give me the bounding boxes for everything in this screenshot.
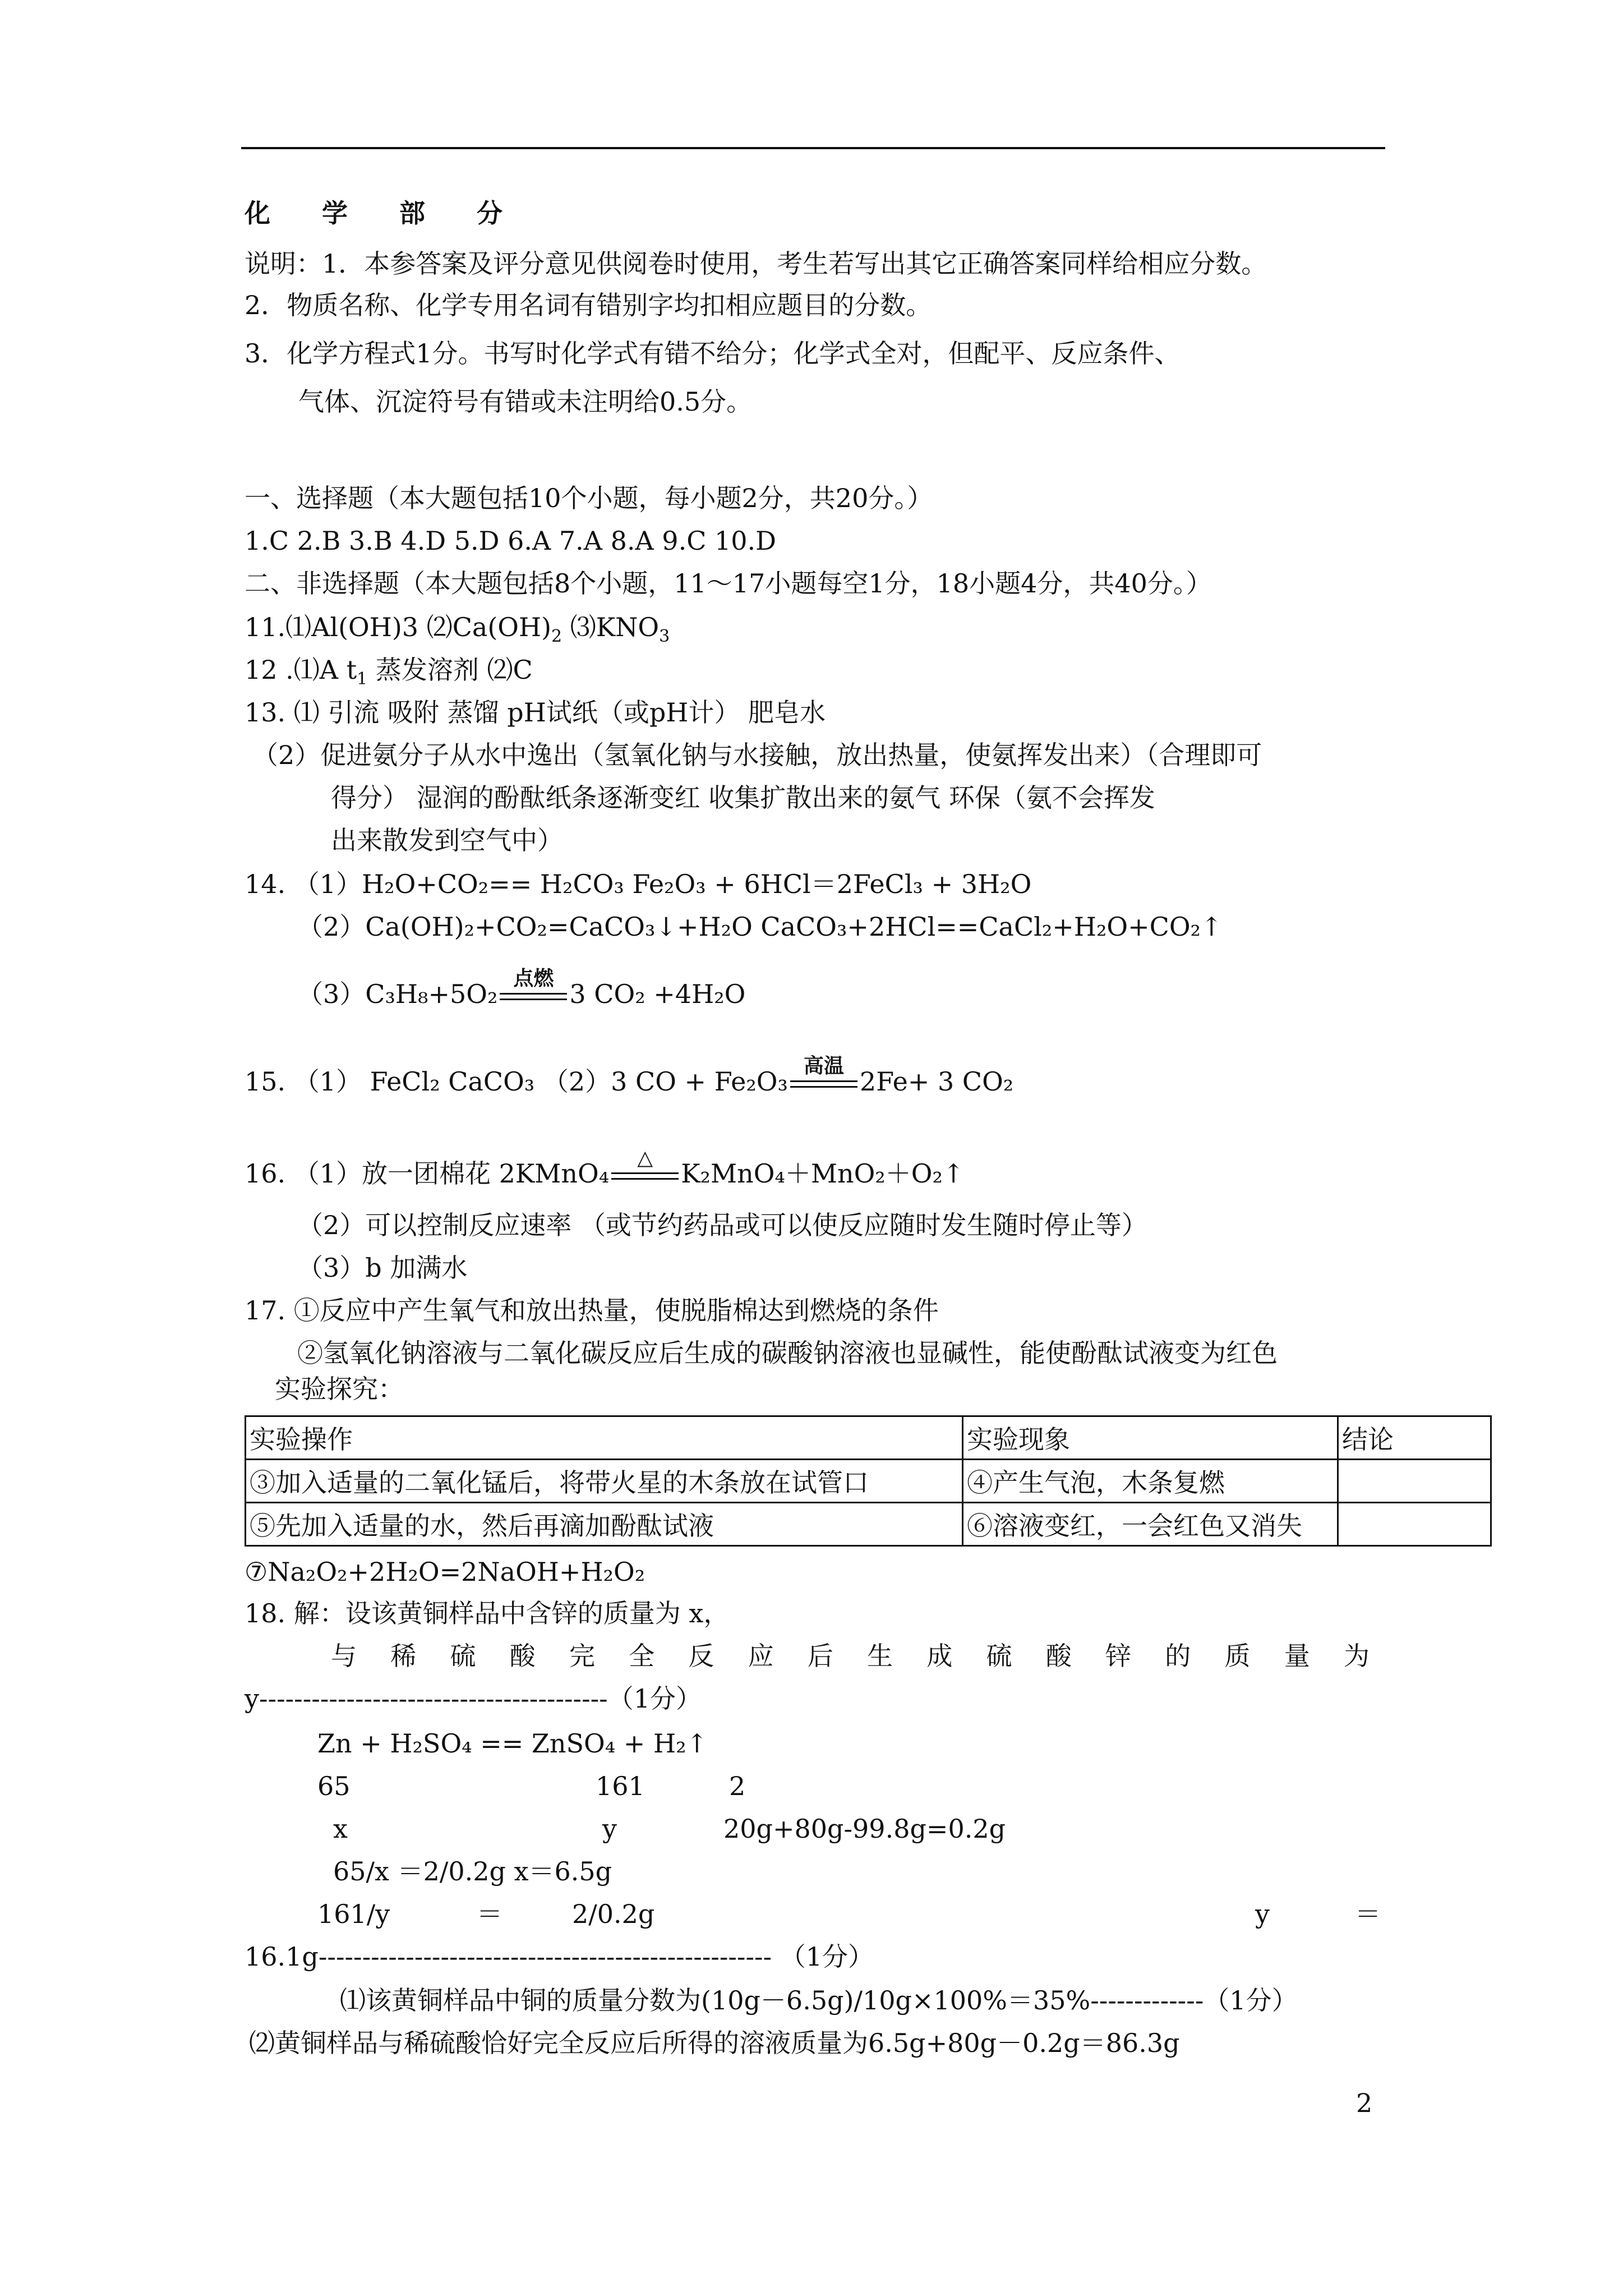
q15-line bbox=[245, 1054, 1014, 1098]
q13-line-1: 13. ⑴ 引流 吸附 蒸馏 pH试纸（或pH计） 肥皂水 bbox=[245, 697, 826, 728]
q17-line-1: 17. ①反应中产生氧气和放出热量，使脱脂棉达到燃烧的条件 bbox=[245, 1295, 939, 1326]
note-2: 2．物质名称、化学专用名词有错别字均扣相应题目的分数。 bbox=[245, 290, 932, 320]
table-cell: ⑤先加入适量的水，然后再滴加酚酞试液 bbox=[246, 1503, 963, 1546]
condition-label-heat: △ bbox=[637, 1146, 653, 1170]
q14-line-2: （2）Ca(OH)₂+CO₂=CaCO₃↓+H₂O CaCO₃+2HCl==CaCl₂+H₂O+CO₂↑ bbox=[297, 912, 1223, 942]
table-row bbox=[246, 1503, 1491, 1546]
q14-eq3-right: 3 CO₂ +4H₂O bbox=[569, 979, 746, 1009]
q18-line-3: y----------------------------------------（1分） bbox=[245, 1683, 702, 1714]
q18-znso4-mass: 161 bbox=[596, 1771, 645, 1801]
q15-right: 2Fe+ 3 CO₂ bbox=[859, 1066, 1014, 1097]
q16-line-2: （2）可以控制反应速率 （或节约药品或可以使反应随时发生随时停止等） bbox=[297, 1210, 1147, 1240]
q18-h2-mass: 2 bbox=[729, 1771, 746, 1801]
table-cell: ⑥溶液变红，一会红色又消失 bbox=[963, 1503, 1338, 1546]
q17-line-3: 实验探究： bbox=[275, 1374, 404, 1404]
experiment-table bbox=[245, 1415, 1492, 1547]
reaction-condition-mark bbox=[500, 967, 567, 1007]
q18-x: x bbox=[333, 1814, 348, 1844]
q16-line-3: （3）b 加满水 bbox=[297, 1253, 468, 1283]
table-cell bbox=[1338, 1460, 1491, 1503]
table-cell: ③加入适量的二氧化锰后，将带火星的木条放在试管口 bbox=[246, 1460, 963, 1503]
q14-eq3-left: （3）C₃H₈+5O₂ bbox=[297, 979, 498, 1009]
q13-line-4: 出来散发到空气中） bbox=[331, 825, 563, 855]
q12-pre: 12 .⑴A t bbox=[245, 655, 357, 685]
q18-ratio-y-right: 2/0.2g bbox=[572, 1899, 655, 1929]
header-rule bbox=[241, 147, 1385, 149]
q15-left: 15. （1） FeCl₂ CaCO₃ （2）3 CO + Fe₂O₃ bbox=[245, 1066, 788, 1097]
reaction-condition-mark bbox=[611, 1146, 679, 1187]
section2-heading: 二、非选择题（本大题包括8个小题，11～17小题每空1分，18小题4分，共40分。） bbox=[245, 568, 1212, 599]
q18-ratio-y-eq: ＝ bbox=[477, 1899, 502, 1929]
q11-sub2: 3 bbox=[659, 627, 670, 646]
table-header-row bbox=[246, 1416, 1491, 1460]
table-header-cell: 实验操作 bbox=[246, 1416, 963, 1460]
q11-mid: ⑶KNO bbox=[562, 612, 660, 642]
table-cell bbox=[1338, 1503, 1491, 1546]
q16-left: 16. （1）放一团棉花 2KMnO₄ bbox=[245, 1158, 610, 1189]
q17-line-2: ②氢氧化钠溶液与二氧化碳反应后生成的碳酸钠溶液也显碱性，能使酚酞试液变为红色 bbox=[297, 1338, 1278, 1368]
page-number: 2 bbox=[1356, 2088, 1373, 2118]
section1-heading: 一、选择题（本大题包括10个小题，每小题2分，共20分。） bbox=[245, 483, 933, 513]
q12-sub1: 1 bbox=[357, 669, 368, 689]
q18-y: y bbox=[602, 1814, 617, 1844]
q16-right: K₂MnO₄＋MnO₂＋O₂↑ bbox=[681, 1158, 965, 1189]
q13-line-3: 得分） 湿润的酚酞纸条逐渐变红 收集扩散出来的氨气 环保（氨不会挥发 bbox=[331, 783, 1155, 813]
q18-ratio-x: 65/x ＝2/0.2g x＝6.5g bbox=[333, 1856, 612, 1887]
note-1: 说明：1．本参答案及评分意见供阅卷时使用，考生若写出其它正确答案同样给相应分数。 bbox=[245, 249, 1267, 279]
q14-line-3 bbox=[297, 967, 746, 1011]
q11-line bbox=[245, 610, 670, 644]
note-3: 3．化学方程式1分。书写时化学式有错不给分；化学式全对，但配平、反应条件、 bbox=[245, 338, 1181, 369]
q13-line-2: （2）促进氨分子从水中逸出（氢氧化钠与水接触，放出热量，使氨挥发出来）（合理即可 bbox=[252, 740, 1262, 770]
q14-line-1: 14. （1）H₂O+CO₂== H₂CO₃ Fe₂O₃ + 6HCl＝2FeCl₃ + 3H₂O bbox=[245, 869, 1032, 899]
q16-line-1 bbox=[245, 1146, 965, 1190]
q11-pre: 11.⑴Al(OH)3 ⑵Ca(OH) bbox=[245, 612, 552, 642]
table-header-cell: 结论 bbox=[1338, 1416, 1491, 1460]
q18-y-result: 16.1g---------------------------------------------------- （1分） bbox=[245, 1941, 874, 1972]
q18-answer-2: ⑵黄铜样品与稀硫酸恰好完全反应后所得的溶液质量为6.5g+80g－0.2g＝86.3g bbox=[249, 2028, 1180, 2058]
q17-item-7: ⑦Na₂O₂+2H₂O=2NaOH+H₂O₂ bbox=[245, 1557, 645, 1587]
section-title: 化 学 部 分 bbox=[245, 198, 524, 228]
condition-label-high-temp: 高温 bbox=[803, 1054, 844, 1078]
condition-label-ignite: 点燃 bbox=[513, 967, 554, 990]
q12-post: 蒸发溶剂 ⑵C bbox=[367, 655, 533, 685]
q12-line bbox=[245, 653, 533, 687]
q18-line-2: 与稀硫酸完全反应后生成硫酸锌的质量为 bbox=[331, 1641, 1385, 1671]
table-cell: ④产生气泡，木条复燃 bbox=[963, 1460, 1338, 1503]
q18-zn-mass: 65 bbox=[317, 1771, 351, 1801]
reaction-condition-mark bbox=[790, 1054, 857, 1095]
table-row bbox=[246, 1460, 1491, 1503]
q11-sub1: 2 bbox=[551, 627, 562, 646]
q18-y-result-var: y bbox=[1255, 1899, 1270, 1929]
section1-answers: 1.C 2.B 3.B 4.D 5.D 6.A 7.A 8.A 9.C 10.D bbox=[245, 526, 777, 556]
note-4: 气体、沉淀符号有错或未注明给0.5分。 bbox=[298, 386, 753, 417]
table-header-cell: 实验现象 bbox=[963, 1416, 1338, 1460]
q18-y-result-eq: ＝ bbox=[1355, 1899, 1381, 1929]
q18-equation: Zn + H₂SO₄ == ZnSO₄ + H₂↑ bbox=[317, 1728, 708, 1759]
q18-ratio-y-left: 161/y bbox=[317, 1899, 390, 1929]
q18-h2-calc: 20g+80g-99.8g=0.2g bbox=[723, 1814, 1006, 1844]
q18-line-1: 18. 解：设该黄铜样品中含锌的质量为 x， bbox=[245, 1598, 730, 1628]
q18-answer-1: ⑴该黄铜样品中铜的质量分数为(10g－6.5g)/10g×100%＝35%-------------（1分） bbox=[340, 1985, 1298, 2016]
